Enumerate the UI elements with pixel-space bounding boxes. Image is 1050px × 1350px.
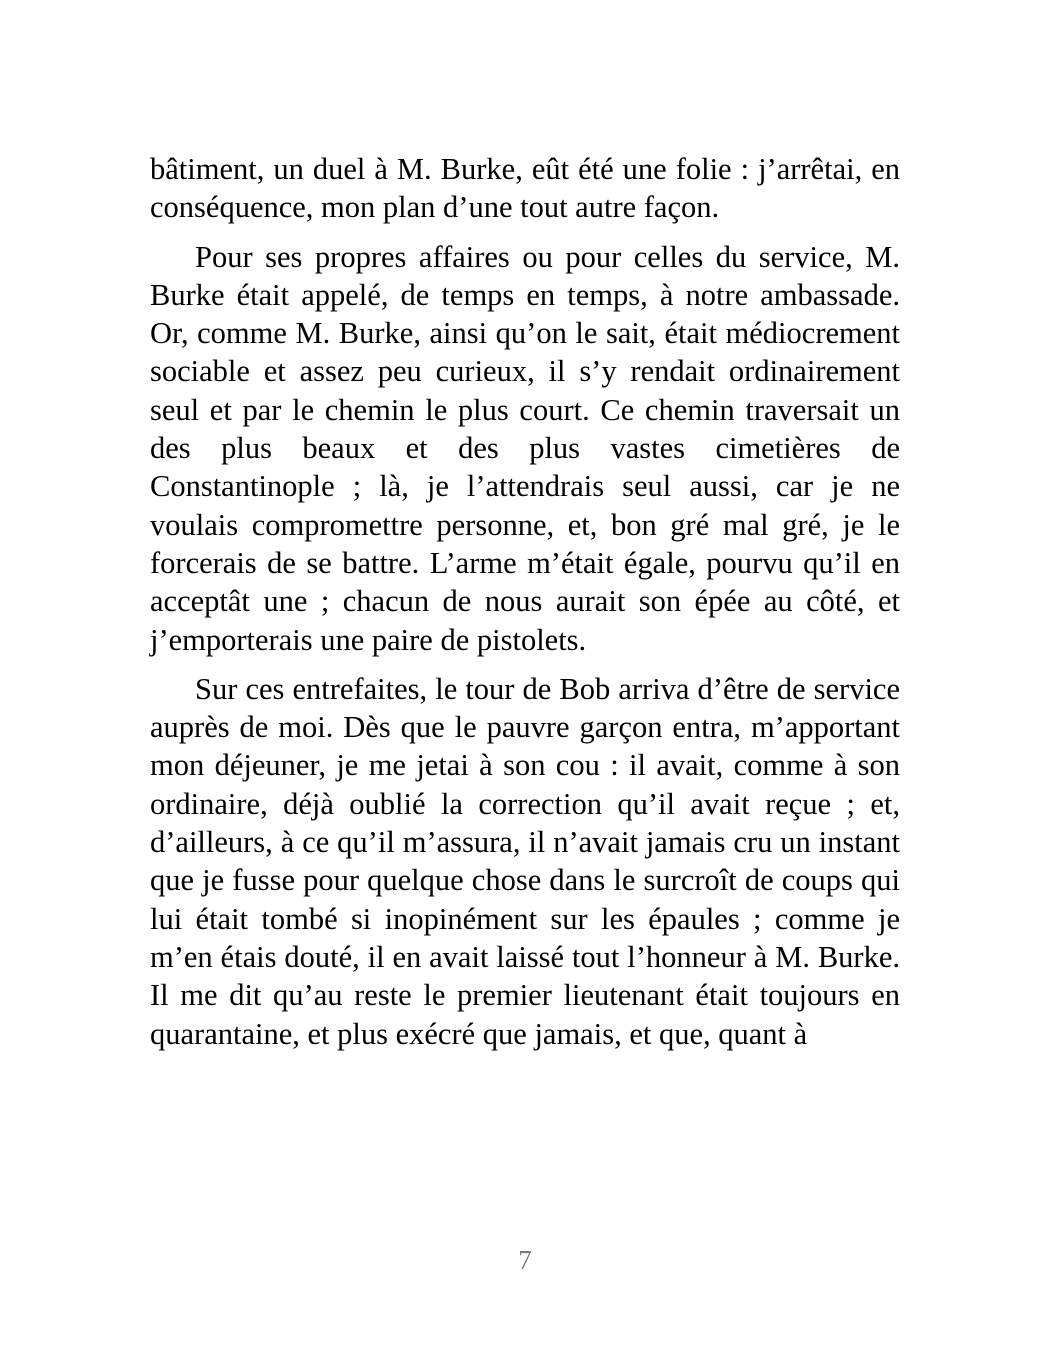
page-number: 7 bbox=[518, 1245, 532, 1275]
paragraph-1: bâtiment, un duel à M. Burke, eût été une folie : j’arrêtai, en conséquence, mon plan d’une tout autre façon. bbox=[150, 152, 900, 225]
paragraph-3: Sur ces entrefaites, le tour de Bob arriva d’être de service auprès de moi. Dès que le pauvre garçon entra, m’apportant mon déjeuner, je me jetai à son cou : il avait, comme à son ordinaire, déjà oublié la correction qu’il avait reçue ; et, d’ailleurs, à ce qu’il m’assura, il n’avait jamais cru un instant que je fusse pour quelque chose dans le surcroît de coups qui lui était tombé si inopinément sur les épaules ; comme je m’en étais douté, il en avait laissé tout l’honneur à M. Burke. Il me dit qu’au reste le premier lieutenant était toujours en quarantaine, et plus exécré que jamais, et que, quant à bbox=[150, 671, 900, 1051]
paragraph-2: Pour ses propres affaires ou pour celles du service, M. Burke était appelé, de temps en temps, à notre ambassade. Or, comme M. Burke, ainsi qu’on le sait, était médiocrement sociable et assez peu curieux, il s’y rendait ordinairement seul et par le chemin le plus court. Ce chemin traversait un des plus beaux et des plus vastes cimetières de Constantinople ; là, je l’attendrais seul aussi, car je ne voulais compromettre personne, et, bon gré mal gré, je le forcerais de se battre. L’arme m’était égale, pourvu qu’il en acceptât une ; chacun de nous aurait son épée au côté, et j’emporterais une paire de pistolets. bbox=[150, 239, 900, 657]
page-body bbox=[150, 150, 900, 1064]
